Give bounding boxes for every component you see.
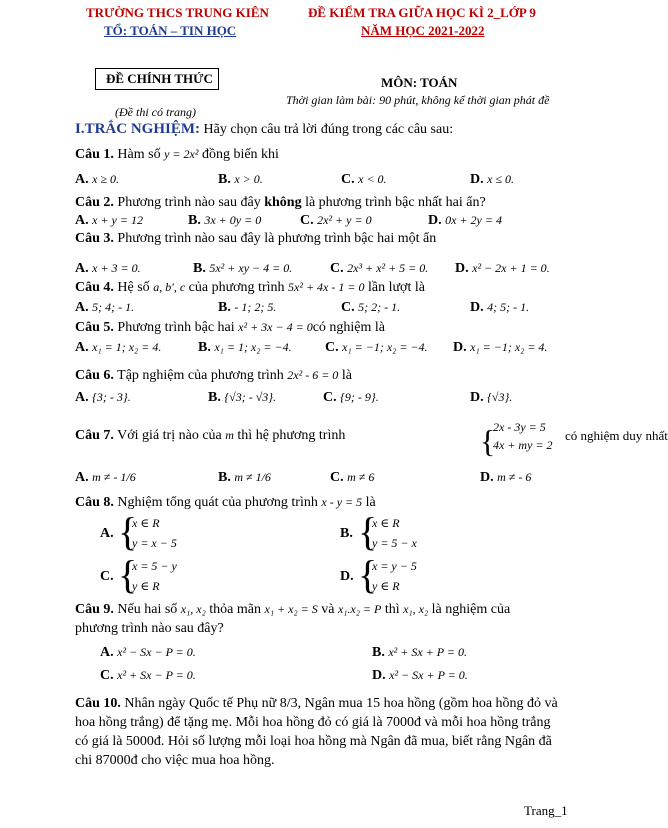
option-key: B. (198, 340, 211, 355)
option-value: x² + Sx − P = 0. (117, 668, 196, 682)
option-key: C. (330, 470, 344, 485)
option-7c[interactable] (330, 470, 374, 486)
question-text: Tập nghiệm của phương trình (113, 368, 288, 383)
question-text: là nghiệm của (428, 602, 511, 617)
option-value: 0x + 2y = 4 (445, 213, 502, 227)
option-5c[interactable] (325, 340, 428, 356)
option-key: D. (428, 213, 442, 228)
option-value: 5x² + xy − 4 = 0. (209, 261, 293, 275)
option-1a[interactable] (75, 172, 119, 188)
page-count-note: (Đề thi có trang) (115, 105, 196, 119)
question-text: có nghiệm là (312, 320, 386, 335)
option-key: C. (100, 569, 114, 584)
option-value: x₁ = 1; x₂ = −4. (214, 340, 292, 354)
department (104, 23, 236, 39)
option-value: {√3; - √3}. (224, 390, 277, 404)
option-key: B. (193, 261, 206, 276)
option-key: D. (340, 569, 354, 584)
option-key: A. (75, 390, 89, 405)
question-10 (75, 694, 565, 770)
option-value: x < 0. (358, 172, 387, 186)
option-value: {√3}. (487, 390, 513, 404)
option-value: x² − Sx − P = 0. (117, 645, 196, 659)
option-9a[interactable] (100, 645, 196, 661)
math-expression: m (225, 428, 234, 442)
option-key: D. (480, 470, 494, 485)
question-label: Câu 1. (75, 147, 114, 162)
option-4a[interactable] (75, 300, 134, 316)
math-expression: 2x² - 6 = 0 (287, 368, 339, 382)
option-key: D. (470, 172, 484, 187)
option-key: A. (100, 645, 114, 660)
option-key: C. (341, 172, 355, 187)
option-value: {9; - 9}. (340, 390, 379, 404)
option-1b[interactable] (218, 172, 263, 188)
system-line: y ∈ R (132, 579, 160, 593)
question-label: Câu 4. (75, 280, 114, 295)
question-text: đồng biến khi (198, 147, 279, 162)
option-key: A. (75, 261, 89, 276)
option-value: 2x³ + x² + 5 = 0. (347, 261, 429, 275)
option-2d[interactable] (428, 213, 502, 229)
option-key: D. (455, 261, 469, 276)
option-7d[interactable] (480, 470, 531, 486)
option-value: x ≥ 0. (92, 172, 120, 186)
option-2c[interactable] (300, 213, 372, 229)
question-text: Phương trình bậc hai (113, 320, 239, 335)
option-key: B. (372, 645, 385, 660)
option-value: x² − Sx + P = 0. (389, 668, 468, 682)
option-key: C. (100, 668, 114, 683)
option-key: A. (75, 213, 89, 228)
option-value: m ≠ - 1/6 (92, 470, 136, 484)
official-badge: ĐỀ CHÍNH THỨC (95, 68, 219, 90)
option-value: x₁ = −1; x₂ = 4. (470, 340, 548, 354)
option-2b[interactable] (188, 213, 261, 229)
math-expression: x₁, x₂ (180, 602, 206, 616)
question-text: là (338, 368, 352, 383)
page-number: Trang_1 (524, 803, 568, 818)
question-text: Với giá trị nào của (113, 428, 226, 443)
option-value: 5; 4; - 1. (92, 300, 135, 314)
question-text: Phương trình nào sau đây là phương trình bậc hai một ẩn (113, 231, 437, 246)
option-6b[interactable] (208, 390, 276, 406)
option-4d[interactable] (470, 300, 529, 316)
option-6c[interactable] (323, 390, 379, 406)
system-left-brace: { (358, 509, 378, 554)
system-line: x = 5 − y (132, 559, 177, 573)
question-text: Phương trình nào sau đây (113, 195, 265, 210)
school-year: NĂM HỌC 2021-2022 (361, 23, 485, 38)
option-9c[interactable] (100, 668, 196, 684)
option-key: C. (330, 261, 344, 276)
question-text: của phương trình (185, 280, 289, 295)
system-line: x ∈ R (372, 516, 400, 530)
math-expression: x₁ + x₂ = S (264, 602, 318, 616)
option-value: x ≤ 0. (487, 172, 515, 186)
school-name: TRƯỜNG THCS TRUNG KIÊN (86, 5, 269, 20)
math-expression: x² + 3x − 4 = 0 (238, 320, 313, 334)
math-expression: 5x² + 4x - 1 = 0 (288, 280, 365, 294)
option-key: B. (218, 172, 231, 187)
option-value: m ≠ - 6 (497, 470, 532, 484)
system-left-brace: { (118, 509, 138, 554)
option-key: B. (218, 470, 231, 485)
question-label: Câu 2. (75, 195, 114, 210)
section-heading (75, 121, 453, 138)
option-3d[interactable] (455, 261, 550, 277)
option-value: x₁ = −1; x₂ = −4. (342, 340, 428, 354)
option-value: x + y = 12 (92, 213, 143, 227)
question-text: thỏa mãn (205, 602, 265, 617)
question-text: Nhân ngày Quốc tế Phụ nữ 8/3, Ngân mua 15 hoa hồng (gồm hoa hồng đỏ và hoa hồng trắng) để tặng mẹ. Mỗi hoa hồng đỏ có giá là 7000đ và mỗi hoa hồng trắng có giá là 5000đ. Hỏi số lượng mỗi loại hoa hồng mà Ngân đã mua, biết rằng Ngân đã chi 87000đ cho việc mua hoa hồng. (75, 696, 558, 768)
system-line: y = 5 − x (372, 536, 417, 550)
question-text: thì (381, 602, 404, 617)
question-label: Câu 10. (75, 696, 121, 711)
option-key: A. (75, 300, 89, 315)
question-text: thì hệ phương trình (233, 428, 346, 443)
question-label: Câu 6. (75, 368, 114, 383)
option-key: C. (323, 390, 337, 405)
question-4 (75, 280, 425, 296)
option-value: 3x + 0y = 0 (204, 213, 262, 227)
question-text: là (362, 495, 376, 510)
option-3b[interactable] (193, 261, 292, 277)
option-key: B. (208, 390, 221, 405)
option-key: B. (340, 526, 353, 541)
option-key: A. (100, 526, 114, 541)
subject: MÔN: TOÁN (381, 75, 458, 90)
option-4c[interactable] (341, 300, 400, 316)
question-label: Câu 9. (75, 602, 114, 617)
emphasis: không (264, 195, 302, 210)
question-1 (75, 147, 279, 163)
option-value: {3; - 3}. (92, 390, 131, 404)
option-5b[interactable] (198, 340, 292, 356)
math-expression: x - y = 5 (321, 495, 363, 509)
system-left-brace: { (118, 552, 138, 597)
system-line: x ∈ R (132, 516, 160, 530)
option-5d[interactable] (453, 340, 547, 356)
option-key: C. (325, 340, 339, 355)
option-key: C. (300, 213, 314, 228)
option-value: 5; 2; - 1. (358, 300, 401, 314)
option-key: A. (75, 470, 89, 485)
system-line: y = x − 5 (132, 536, 177, 550)
question-label: Câu 8. (75, 495, 114, 510)
option-value: m ≠ 1/6 (234, 470, 271, 484)
option-2a[interactable] (75, 213, 143, 229)
math-expression: x₁, x₂ (403, 602, 429, 616)
system-left-brace: { (358, 552, 378, 597)
option-key: B. (188, 213, 201, 228)
option-9d[interactable] (372, 668, 468, 684)
question-3 (75, 231, 436, 247)
question-6 (75, 368, 352, 384)
option-3a[interactable] (75, 261, 141, 277)
option-value: x + 3 = 0. (92, 261, 141, 275)
option-1c[interactable] (341, 172, 387, 188)
system-equation-2: 4x + my = 2 (493, 438, 553, 452)
question-9 (75, 602, 510, 618)
option-value: m ≠ 6 (347, 470, 375, 484)
option-value: x₁ = 1; x₂ = 4. (92, 340, 162, 354)
option-key: D. (372, 668, 386, 683)
option-1d[interactable] (470, 172, 514, 188)
system-equation-1: 2x - 3y = 5 (493, 420, 546, 434)
question-text: lần lượt là (364, 280, 425, 295)
question-9-line-2: phương trình nào sau đây? (75, 621, 224, 636)
math-expression: a, b′, c (153, 280, 186, 294)
question-2 (75, 195, 486, 211)
option-value: 4; 5; - 1. (487, 300, 530, 314)
question-text: Hàm số (113, 147, 165, 162)
option-key: D. (470, 390, 484, 405)
option-9b[interactable] (372, 645, 467, 661)
question-7 (75, 428, 345, 444)
question-text: và (317, 602, 338, 617)
option-4b[interactable] (218, 300, 276, 316)
question-text: Nếu hai số (113, 602, 181, 617)
question-7-tail: có nghiệm duy nhất (565, 428, 668, 443)
question-text: Hệ số (113, 280, 154, 295)
system-left-brace: { (480, 423, 496, 459)
option-value: 2x² + y = 0 (317, 213, 372, 227)
option-key: A. (75, 340, 89, 355)
option-key: C. (341, 300, 355, 315)
section-instruction: Hãy chọn câu trả lời đúng trong các câu sau: (200, 122, 454, 137)
question-label: Câu 5. (75, 320, 114, 335)
option-value: - 1; 2; 5. (234, 300, 277, 314)
system-line: x = y − 5 (372, 559, 417, 573)
option-value: x > 0. (234, 172, 263, 186)
section-title: I.TRẮC NGHIỆM: (75, 121, 201, 137)
math-expression: y = 2x² (164, 147, 199, 161)
option-key: B. (218, 300, 231, 315)
math-expression: x₁.x₂ = P (337, 602, 382, 616)
department-text: TỔ: TOÁN – TIN HỌC (104, 23, 237, 38)
option-value: x² − 2x + 1 = 0. (472, 261, 550, 275)
time-note: Thời gian làm bài: 90 phút, không kể thời gian phát đề (286, 93, 550, 107)
question-text: là phương trình bậc nhất hai ẩn? (301, 195, 486, 210)
question-label: Câu 3. (75, 231, 114, 246)
option-7a[interactable] (75, 470, 136, 486)
option-5a[interactable] (75, 340, 161, 356)
question-text: Nghiệm tổng quát của phương trình (113, 495, 322, 510)
option-3c[interactable] (330, 261, 428, 277)
option-value: x² + Sx + P = 0. (388, 645, 467, 659)
option-6a[interactable] (75, 390, 131, 406)
option-7b[interactable] (218, 470, 271, 486)
exam-title: ĐỀ KIỂM TRA GIỮA HỌC KÌ 2_LỚP 9 (308, 5, 536, 20)
option-key: A. (75, 172, 89, 187)
option-key: D. (453, 340, 467, 355)
question-label: Câu 7. (75, 428, 114, 443)
option-6d[interactable] (470, 390, 512, 406)
question-5 (75, 320, 385, 336)
system-line: y ∈ R (372, 579, 400, 593)
option-key: D. (470, 300, 484, 315)
